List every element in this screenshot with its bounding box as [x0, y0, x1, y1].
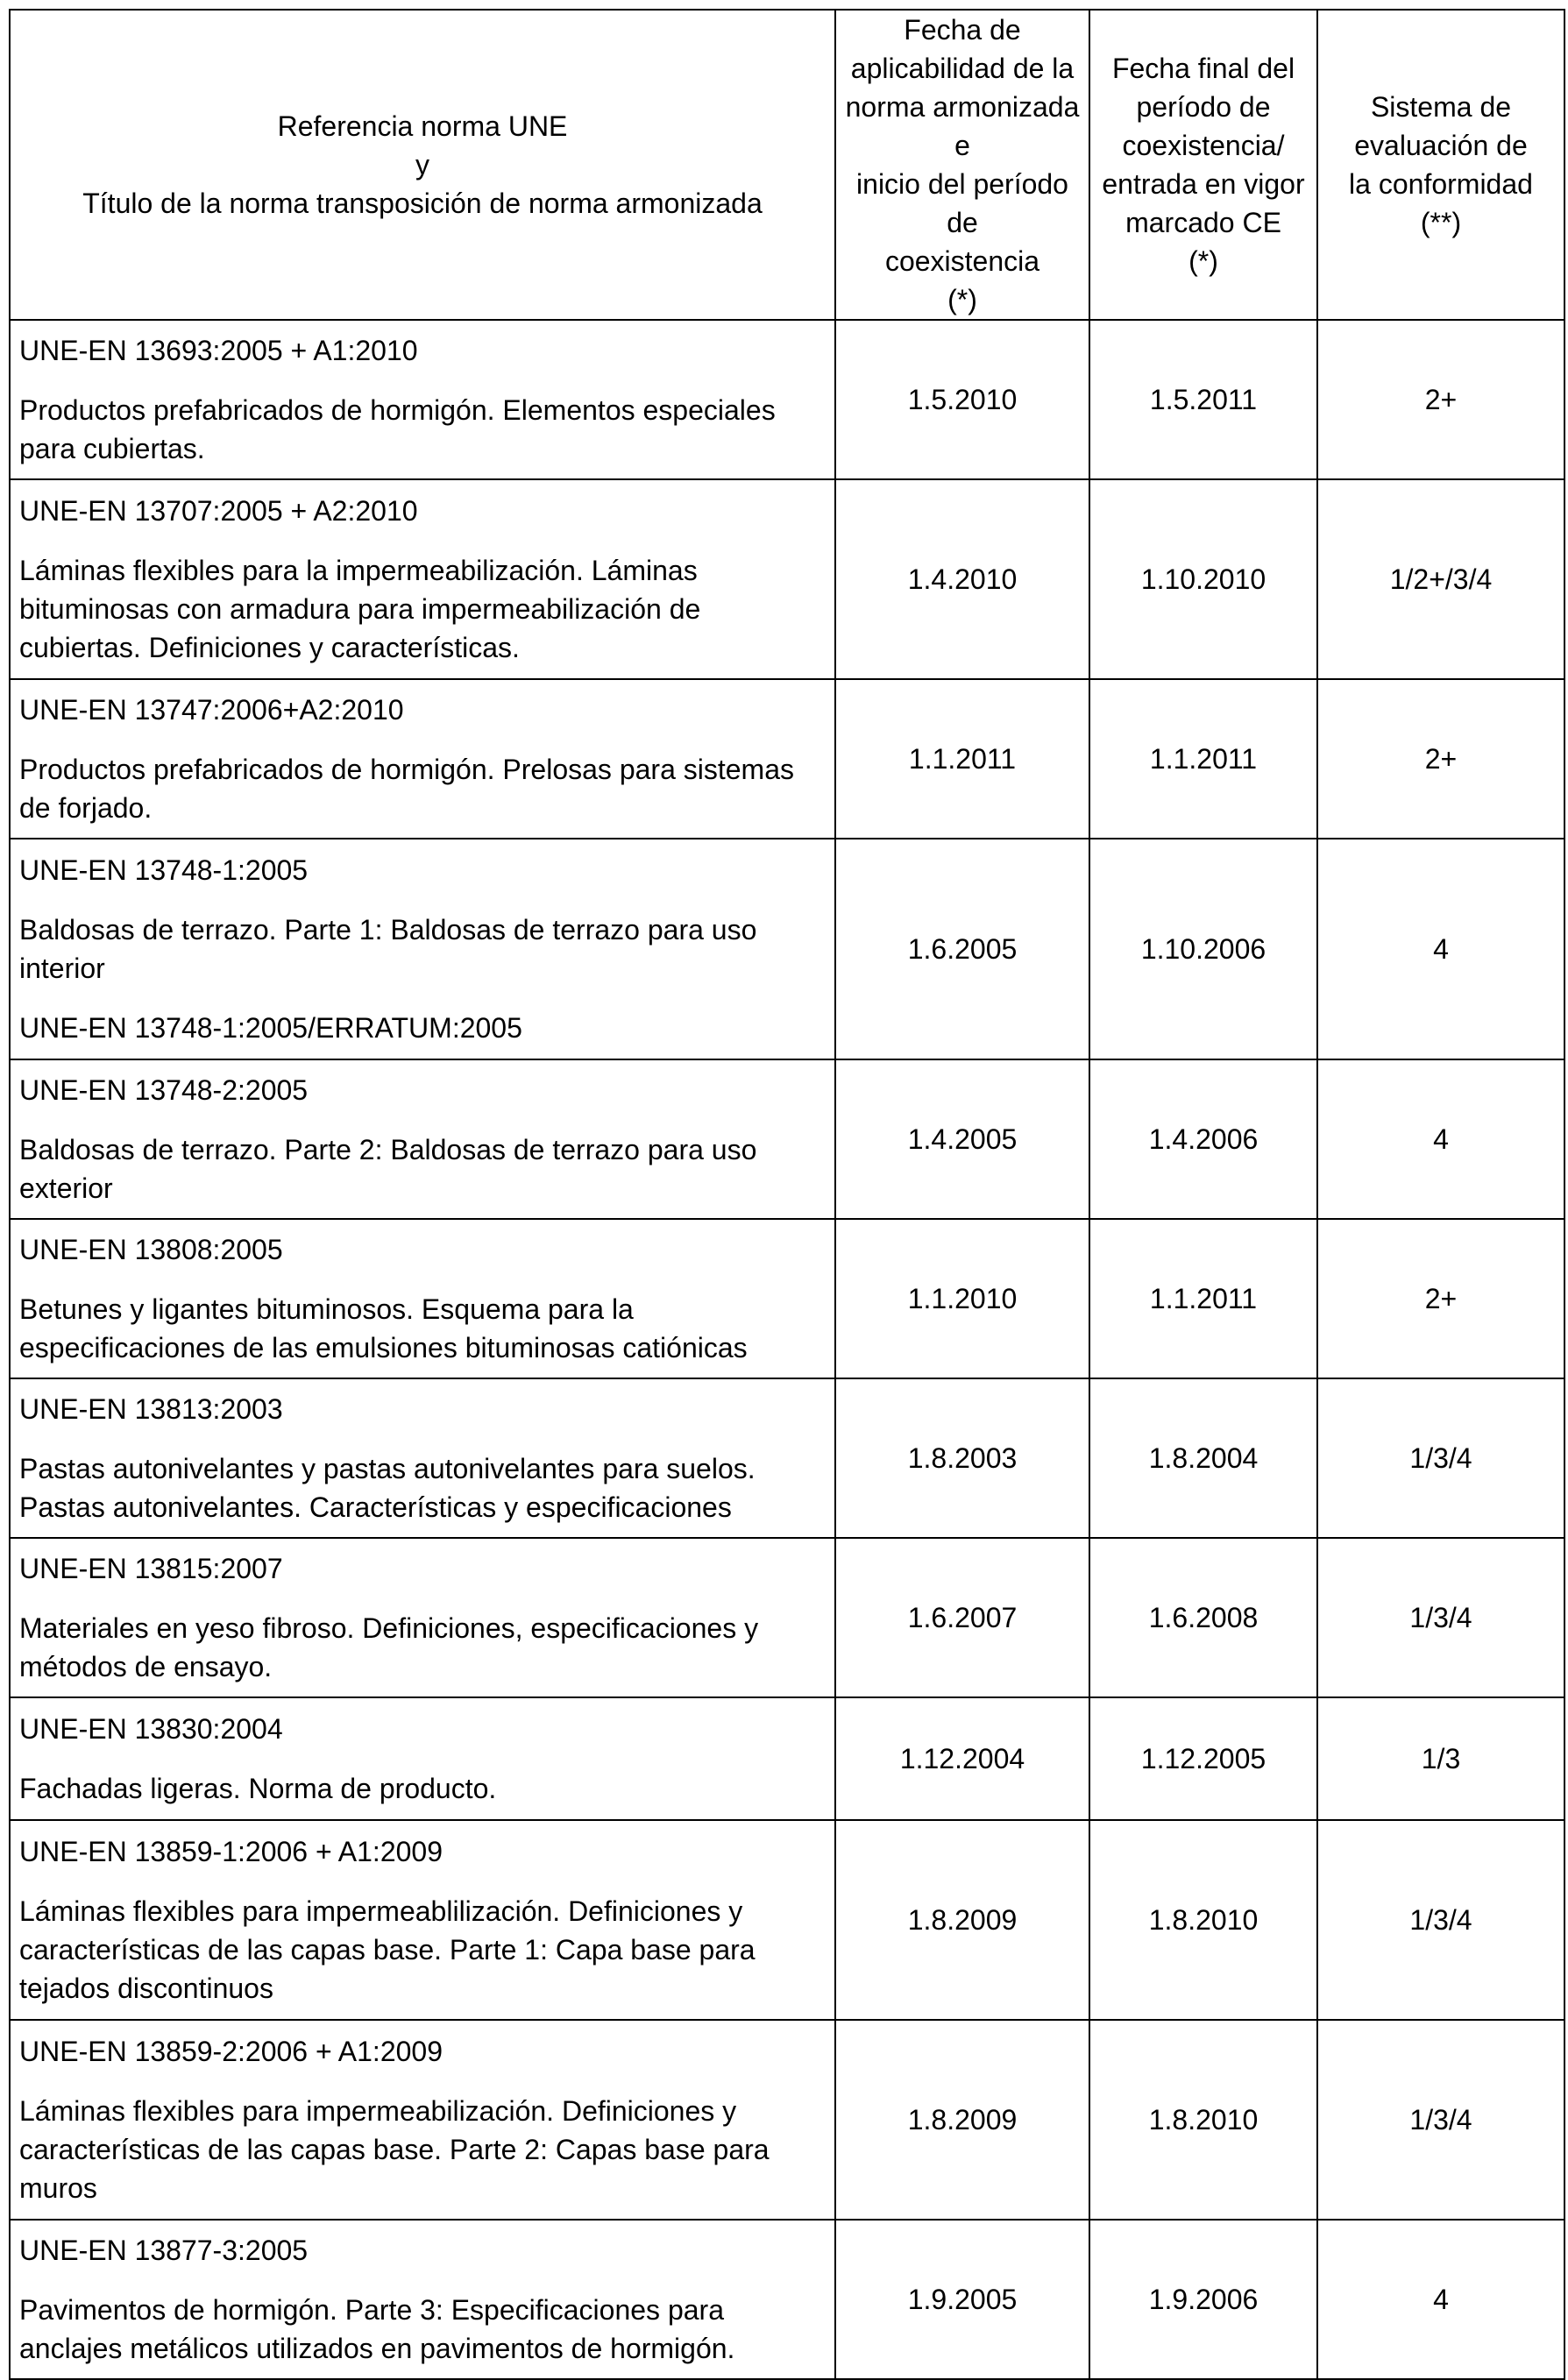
header-applicability-line: (*) — [947, 284, 977, 315]
standard-title: Fachadas ligeras. Norma de producto. — [19, 1773, 497, 1804]
cell-applicability-date: 1.12.2004 — [835, 1697, 1089, 1820]
cell-reference — [10, 1219, 835, 1378]
header-system-line: (**) — [1420, 207, 1462, 238]
standard-code: UNE-EN 13707:2005 + A2:2010 — [19, 495, 418, 527]
cell-reference — [10, 679, 835, 839]
standard-title: Betunes y ligantes bituminosos. Esquema para la especificaciones de las emulsiones bituminosas catiónicas — [19, 1293, 748, 1364]
header-reference-line: y — [415, 149, 429, 181]
cell-end-date: 1.10.2010 — [1089, 479, 1317, 679]
cell-system: 1/3/4 — [1317, 1538, 1564, 1697]
cell-applicability-date: 1.4.2005 — [835, 1059, 1089, 1219]
cell-applicability-date: 1.6.2007 — [835, 1538, 1089, 1697]
cell-end-date: 1.5.2011 — [1089, 320, 1317, 479]
cell-reference — [10, 1378, 835, 1538]
header-end-date-line: Fecha final del — [1111, 53, 1295, 84]
cell-system: 1/3/4 — [1317, 1820, 1564, 2020]
table-row — [10, 320, 1564, 479]
cell-system: 2+ — [1317, 320, 1564, 479]
cell-applicability-date: 1.1.2010 — [835, 1219, 1089, 1378]
cell-system: 2+ — [1317, 679, 1564, 839]
standard-code: UNE-EN 13748-2:2005 — [19, 1074, 309, 1106]
header-end-date-line: coexistencia/ — [1122, 130, 1285, 161]
header-applicability-line: coexistencia — [884, 245, 1040, 277]
cell-reference — [10, 479, 835, 679]
header-applicability-line: inicio del período de — [856, 168, 1068, 238]
cell-end-date: 1.4.2006 — [1089, 1059, 1317, 1219]
standard-code: UNE-EN 13808:2005 — [19, 1234, 283, 1265]
standard-title: Pavimentos de hormigón. Parte 3: Especificaciones para anclajes metálicos utilizados en pavimentos de hormigón. — [19, 2294, 735, 2364]
header-end-date-line: marcado CE — [1125, 207, 1281, 238]
standard-title: Productos prefabricados de hormigón. Elementos especiales para cubiertas. — [19, 394, 776, 464]
cell-applicability-date: 1.6.2005 — [835, 839, 1089, 1059]
table-body — [10, 320, 1564, 2379]
cell-end-date: 1.1.2011 — [1089, 679, 1317, 839]
cell-reference — [10, 1059, 835, 1219]
cell-reference — [10, 1820, 835, 2020]
header-applicability-line: aplicabilidad de la — [850, 53, 1075, 84]
standards-table — [9, 9, 1565, 2380]
header-system — [1317, 10, 1564, 320]
cell-system: 4 — [1317, 1059, 1564, 1219]
cell-applicability-date: 1.8.2009 — [835, 2020, 1089, 2220]
cell-applicability-date: 1.8.2003 — [835, 1378, 1089, 1538]
cell-reference — [10, 2020, 835, 2220]
standard-title: Láminas flexibles para impermeablilización. Definiciones y características de las capas base. Parte 1: Capa base para tejados discontinuos — [19, 1895, 756, 2004]
cell-end-date: 1.10.2006 — [1089, 839, 1317, 1059]
standard-title: Materiales en yeso fibroso. Definiciones, especificaciones y métodos de ensayo. — [19, 1612, 759, 1682]
table-row — [10, 2220, 1564, 2379]
cell-end-date: 1.6.2008 — [1089, 1538, 1317, 1697]
cell-system: 4 — [1317, 2220, 1564, 2379]
header-end-date — [1089, 10, 1317, 320]
cell-applicability-date: 1.4.2010 — [835, 479, 1089, 679]
table-row — [10, 1697, 1564, 1820]
cell-end-date: 1.8.2004 — [1089, 1378, 1317, 1538]
cell-end-date: 1.8.2010 — [1089, 2020, 1317, 2220]
standard-title: Pastas autonivelantes y pastas autonivelantes para suelos. Pastas autonivelantes. Características y especificaciones — [19, 1453, 756, 1523]
standard-title: Láminas flexibles para la impermeabilización. Láminas bituminosas con armadura para impermeabilización de cubiertas. Definiciones y características. — [19, 555, 701, 663]
table-row — [10, 2020, 1564, 2220]
header-end-date-line: (*) — [1188, 245, 1218, 277]
cell-system: 1/2+/3/4 — [1317, 479, 1564, 679]
table-row — [10, 1538, 1564, 1697]
cell-applicability-date: 1.8.2009 — [835, 1820, 1089, 2020]
header-reference-line: Referencia norma UNE — [277, 110, 568, 142]
table-row — [10, 839, 1564, 1059]
cell-end-date: 1.1.2011 — [1089, 1219, 1317, 1378]
cell-system: 1/3 — [1317, 1697, 1564, 1820]
table-row — [10, 679, 1564, 839]
cell-system: 1/3/4 — [1317, 2020, 1564, 2220]
cell-applicability-date: 1.9.2005 — [835, 2220, 1089, 2379]
cell-system: 4 — [1317, 839, 1564, 1059]
header-applicability-line: norma armonizada e — [845, 91, 1080, 161]
table-row — [10, 1820, 1564, 2020]
header-system-line: evaluación de — [1354, 130, 1528, 161]
cell-system: 2+ — [1317, 1219, 1564, 1378]
standard-code: UNE-EN 13830:2004 — [19, 1713, 283, 1745]
header-row — [10, 10, 1564, 320]
standard-title: Láminas flexibles para impermeabilización. Definiciones y características de las capas base. Parte 2: Capas base para muros — [19, 2095, 770, 2204]
standard-title: Baldosas de terrazo. Parte 2: Baldosas de terrazo para uso exterior — [19, 1134, 757, 1204]
table-row — [10, 1219, 1564, 1378]
standard-erratum: UNE-EN 13748-1:2005/ERRATUM:2005 — [19, 1012, 522, 1044]
table-row — [10, 1378, 1564, 1538]
header-reference-line: Título de la norma transposición de norma armonizada — [82, 188, 763, 219]
header-reference — [10, 10, 835, 320]
cell-applicability-date: 1.5.2010 — [835, 320, 1089, 479]
cell-reference — [10, 1538, 835, 1697]
cell-reference — [10, 2220, 835, 2379]
cell-end-date: 1.9.2006 — [1089, 2220, 1317, 2379]
cell-reference — [10, 839, 835, 1059]
header-applicability-line: Fecha de — [904, 14, 1021, 46]
standard-code: UNE-EN 13815:2007 — [19, 1553, 283, 1584]
cell-applicability-date: 1.1.2011 — [835, 679, 1089, 839]
cell-reference — [10, 320, 835, 479]
cell-reference — [10, 1697, 835, 1820]
standard-code: UNE-EN 13877-3:2005 — [19, 2235, 309, 2266]
standard-code: UNE-EN 13813:2003 — [19, 1393, 283, 1425]
header-end-date-line: entrada en vigor — [1102, 168, 1305, 200]
header-system-line: Sistema de — [1370, 91, 1512, 123]
standard-code: UNE-EN 13693:2005 + A1:2010 — [19, 335, 418, 366]
standard-code: UNE-EN 13859-2:2006 + A1:2009 — [19, 2036, 443, 2067]
standard-code: UNE-EN 13747:2006+A2:2010 — [19, 694, 404, 726]
header-applicability — [835, 10, 1089, 320]
table-row — [10, 1059, 1564, 1219]
standard-code: UNE-EN 13748-1:2005 — [19, 854, 309, 886]
standard-code: UNE-EN 13859-1:2006 + A1:2009 — [19, 1836, 443, 1867]
cell-system: 1/3/4 — [1317, 1378, 1564, 1538]
header-system-line: la conformidad — [1349, 168, 1533, 200]
standard-title: Productos prefabricados de hormigón. Prelosas para sistemas de forjado. — [19, 754, 794, 824]
cell-end-date: 1.8.2010 — [1089, 1820, 1317, 2020]
cell-end-date: 1.12.2005 — [1089, 1697, 1317, 1820]
table-row — [10, 479, 1564, 679]
header-end-date-line: período de — [1136, 91, 1271, 123]
standard-title: Baldosas de terrazo. Parte 1: Baldosas de terrazo para uso interior — [19, 914, 757, 984]
